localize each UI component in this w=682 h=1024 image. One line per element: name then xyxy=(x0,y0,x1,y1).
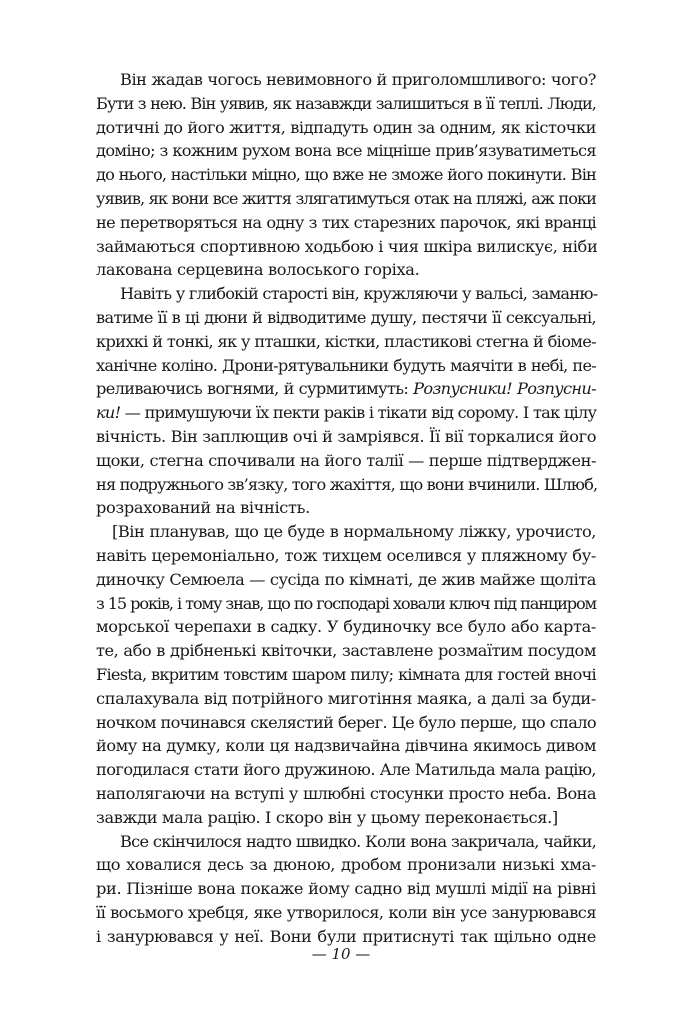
text-line: те, або в дрібненькі квіточки, заставлене розмаїтим посудом xyxy=(96,641,596,661)
text-line: реливаючись вогнями, й сурмитимуть: Розпусники! Розпусни- xyxy=(96,379,597,399)
text-line: вічність. Він заплющив очі й замріявся. Її вії торкалися його xyxy=(96,426,597,446)
text-line: ватиме її в ці дюни й відводитиме душу, пестячи її сексуальні, xyxy=(96,307,596,327)
text-line: щоки, стегна спочивали на його талії — перше підтверджен- xyxy=(96,450,596,470)
text-line: ня подружнього зв’язку, того жахіття, що вони вчинили. Шлюб, xyxy=(96,474,598,494)
text-line: завжди мала рацію. І скоро він у цьому переконається.] xyxy=(96,807,558,827)
body-text xyxy=(96,68,596,948)
text-line: навіть церемоніально, тож тихцем оселився у пляжному бу- xyxy=(96,545,596,565)
text-line: ночком починався скелястий берег. Це було перше, що спало xyxy=(96,712,596,732)
text-line: розрахований на вічність. xyxy=(96,498,310,518)
text-line: спалахувала від потрійного миготіння маяка, а далі за буди- xyxy=(96,688,596,708)
text-line: ри. Пізніше вона покаже йому садно від мушлі мідії на рівні xyxy=(96,879,596,899)
text-line: її восьмого хребця, яке утворилося, коли він усе занурювався xyxy=(96,902,596,922)
text-line: лакована серцевина волоського горіха. xyxy=(96,260,420,280)
text-line: що ховалися десь за дюною, дробом пронизали низькі хма- xyxy=(96,855,596,875)
text-line: не перетворяться на одну з тих старезних парочок, які вранці xyxy=(96,212,596,232)
text-line: Бути з нею. Він уявив, як назавжди залишиться в її теплі. Люди, xyxy=(96,93,596,113)
text-line: уявив, як вони все життя злягатимуться отак на пляжі, аж поки xyxy=(96,188,596,208)
text-line: ханічне коліно. Дрони-рятувальники будуть маячіти в небі, пе- xyxy=(96,355,596,375)
text-line: з 15 років, і тому знав, що по господарі ховали ключ під панциром xyxy=(96,593,596,613)
text-line: Все скінчилося надто швидко. Коли вона закричала, чайки, xyxy=(120,831,596,851)
text-line: наполягаючи на вступі у шлюбні стосунки просто неба. Вона xyxy=(96,783,596,803)
page-number: — 10 — xyxy=(311,945,371,963)
text-line: погодилася стати його дружиною. Але Матильда мала рацію, xyxy=(96,760,596,780)
text-line: ки! — примушуючи їх пекти раків і тікати від сорому. І так цілу xyxy=(96,403,597,423)
text-line: диночку Семюела — сусіда по кімнаті, де жив майже щоліта xyxy=(96,569,596,589)
text-line: йому на думку, коли ця надзвичайна дівчина якимось дивом xyxy=(96,736,596,756)
text-line: Навіть у глибокій старості він, кружляючи у вальсі, заманю- xyxy=(120,284,598,304)
text-line: Він жадав чогось невимовного й приголомшливого: чого? xyxy=(120,70,596,89)
text-line: дотичні до його життя, відпадуть один за одним, як кісточки xyxy=(96,117,596,137)
text-line: до нього, настільки міцно, що вже не зможе його покинути. Він xyxy=(96,165,596,185)
text-line: і занурювався у неї. Вони були притиснуті так щільно одне xyxy=(96,926,596,946)
text-line: [Він планував, що це буде в нормальному ліжку, урочисто, xyxy=(112,522,596,542)
text-line: крихкі й тонкі, як у пташки, кістки, пластикові стегна й біоме- xyxy=(96,331,596,351)
text-line: морської черепахи в садку. У будиночку все було або карта- xyxy=(96,617,596,637)
text-line: займаються спортивною ходьбою і чия шкіра вилискує, ніби xyxy=(96,236,598,256)
text-line: Fiesta, вкритим товстим шаром пилу; кімната для гостей вночі xyxy=(96,664,596,684)
text-line: доміно; з кожним рухом вона все міцніше прив’язуватиметься xyxy=(96,141,596,161)
